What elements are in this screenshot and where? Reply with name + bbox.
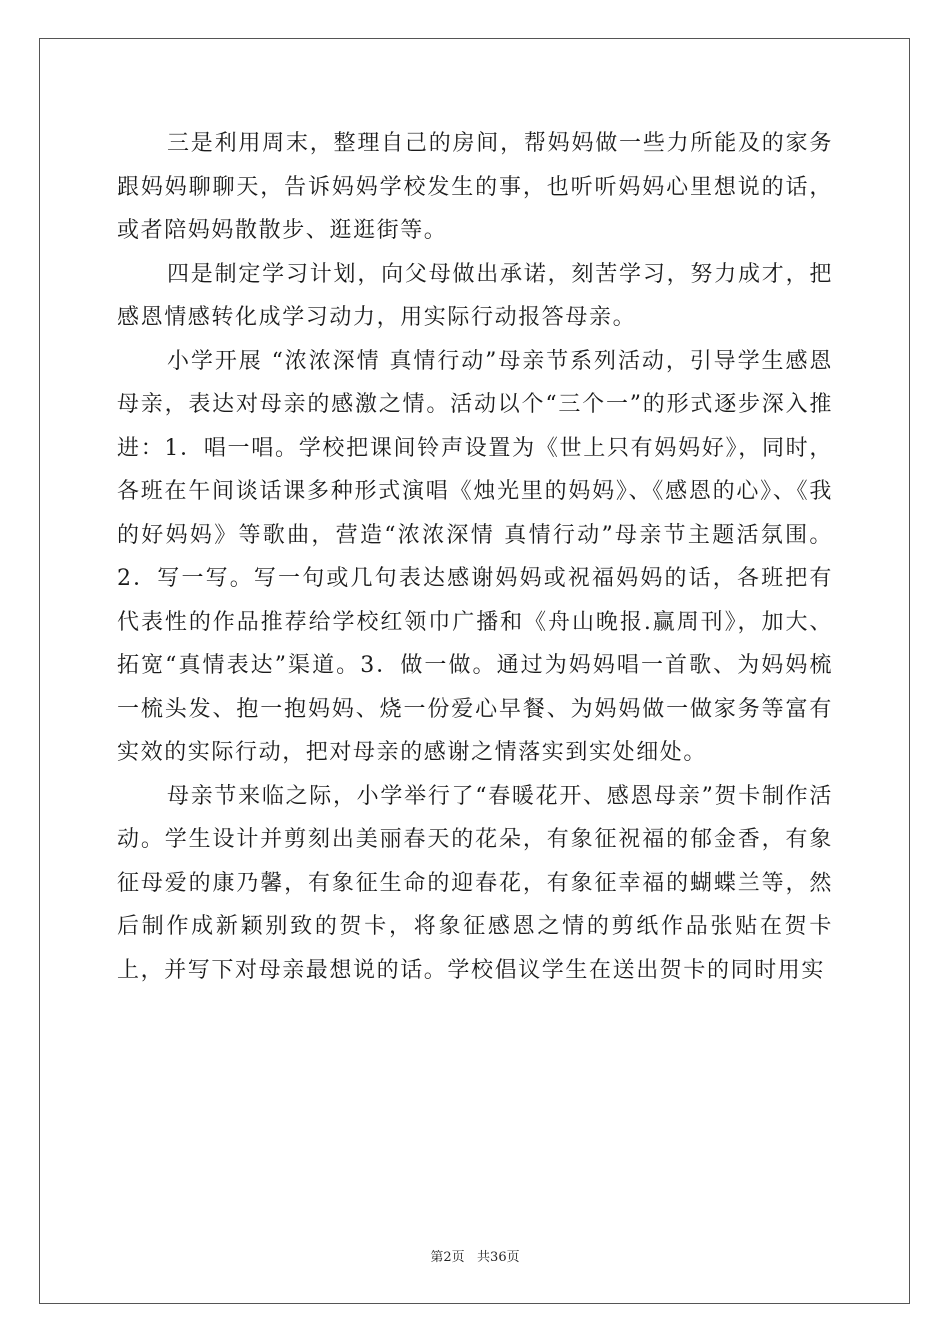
paragraph-2: 四是制定学习计划，向父母做出承诺，刻苦学习，努力成才，把感恩情感转化成学习动力，用实际行动报答母亲。 <box>117 261 833 330</box>
paragraph-1: 三是利用周末，整理自己的房间，帮妈妈做一些力所能及的家务跟妈妈聊聊天，告诉妈妈学校发生的事，也听听妈妈心里想说的话，或者陪妈妈散散步、逛逛街等。 <box>117 131 833 243</box>
page-footer <box>0 1246 950 1265</box>
document-body <box>117 122 833 992</box>
paragraph-3: 小学开展 “浓浓深情 真情行动”母亲节系列活动，引导学生感恩母亲，表达对母亲的感激之情。活动以个“三个一”的形式逐步深入推进：1．唱一唱。学校把课间铃声设置为《世上只有妈妈好》，同时，各班在午间谈话课多种形式演唱《烛光里的妈妈》、《感恩的心》、《我的好妈妈》等歌曲，营造“浓浓深情 真情行动”母亲节主题活氛围。2．写一写。写一句或几句表达感谢妈妈或祝福妈妈的话，各班把有代表性的作品推荐给学校红领巾广播和《舟山晚报.赢周刊》，加大、拓宽“真情表达”渠道。3．做一做。通过为妈妈唱一首歌、为妈妈梳一梳头发、抱一抱妈妈、烧一份爱心早餐、为妈妈做一做家务等富有实效的实际行动，把对母亲的感谢之情落实到实处细处。 <box>117 348 833 765</box>
page-number-label: 第2页 共36页 <box>430 1250 520 1265</box>
paragraph-4: 母亲节来临之际，小学举行了“春暖花开、感恩母亲”贺卡制作活动。学生设计并剪刻出美丽春天的花朵，有象征祝福的郁金香，有象征母爱的康乃馨，有象征生命的迎春花，有象征幸福的蝴蝶兰等，然后制作成新颖别致的贺卡，将象征感恩之情的剪纸作品张贴在贺卡上，并写下对母亲最想说的话。学校倡议学生在送出贺卡的同时用实 <box>117 783 833 983</box>
